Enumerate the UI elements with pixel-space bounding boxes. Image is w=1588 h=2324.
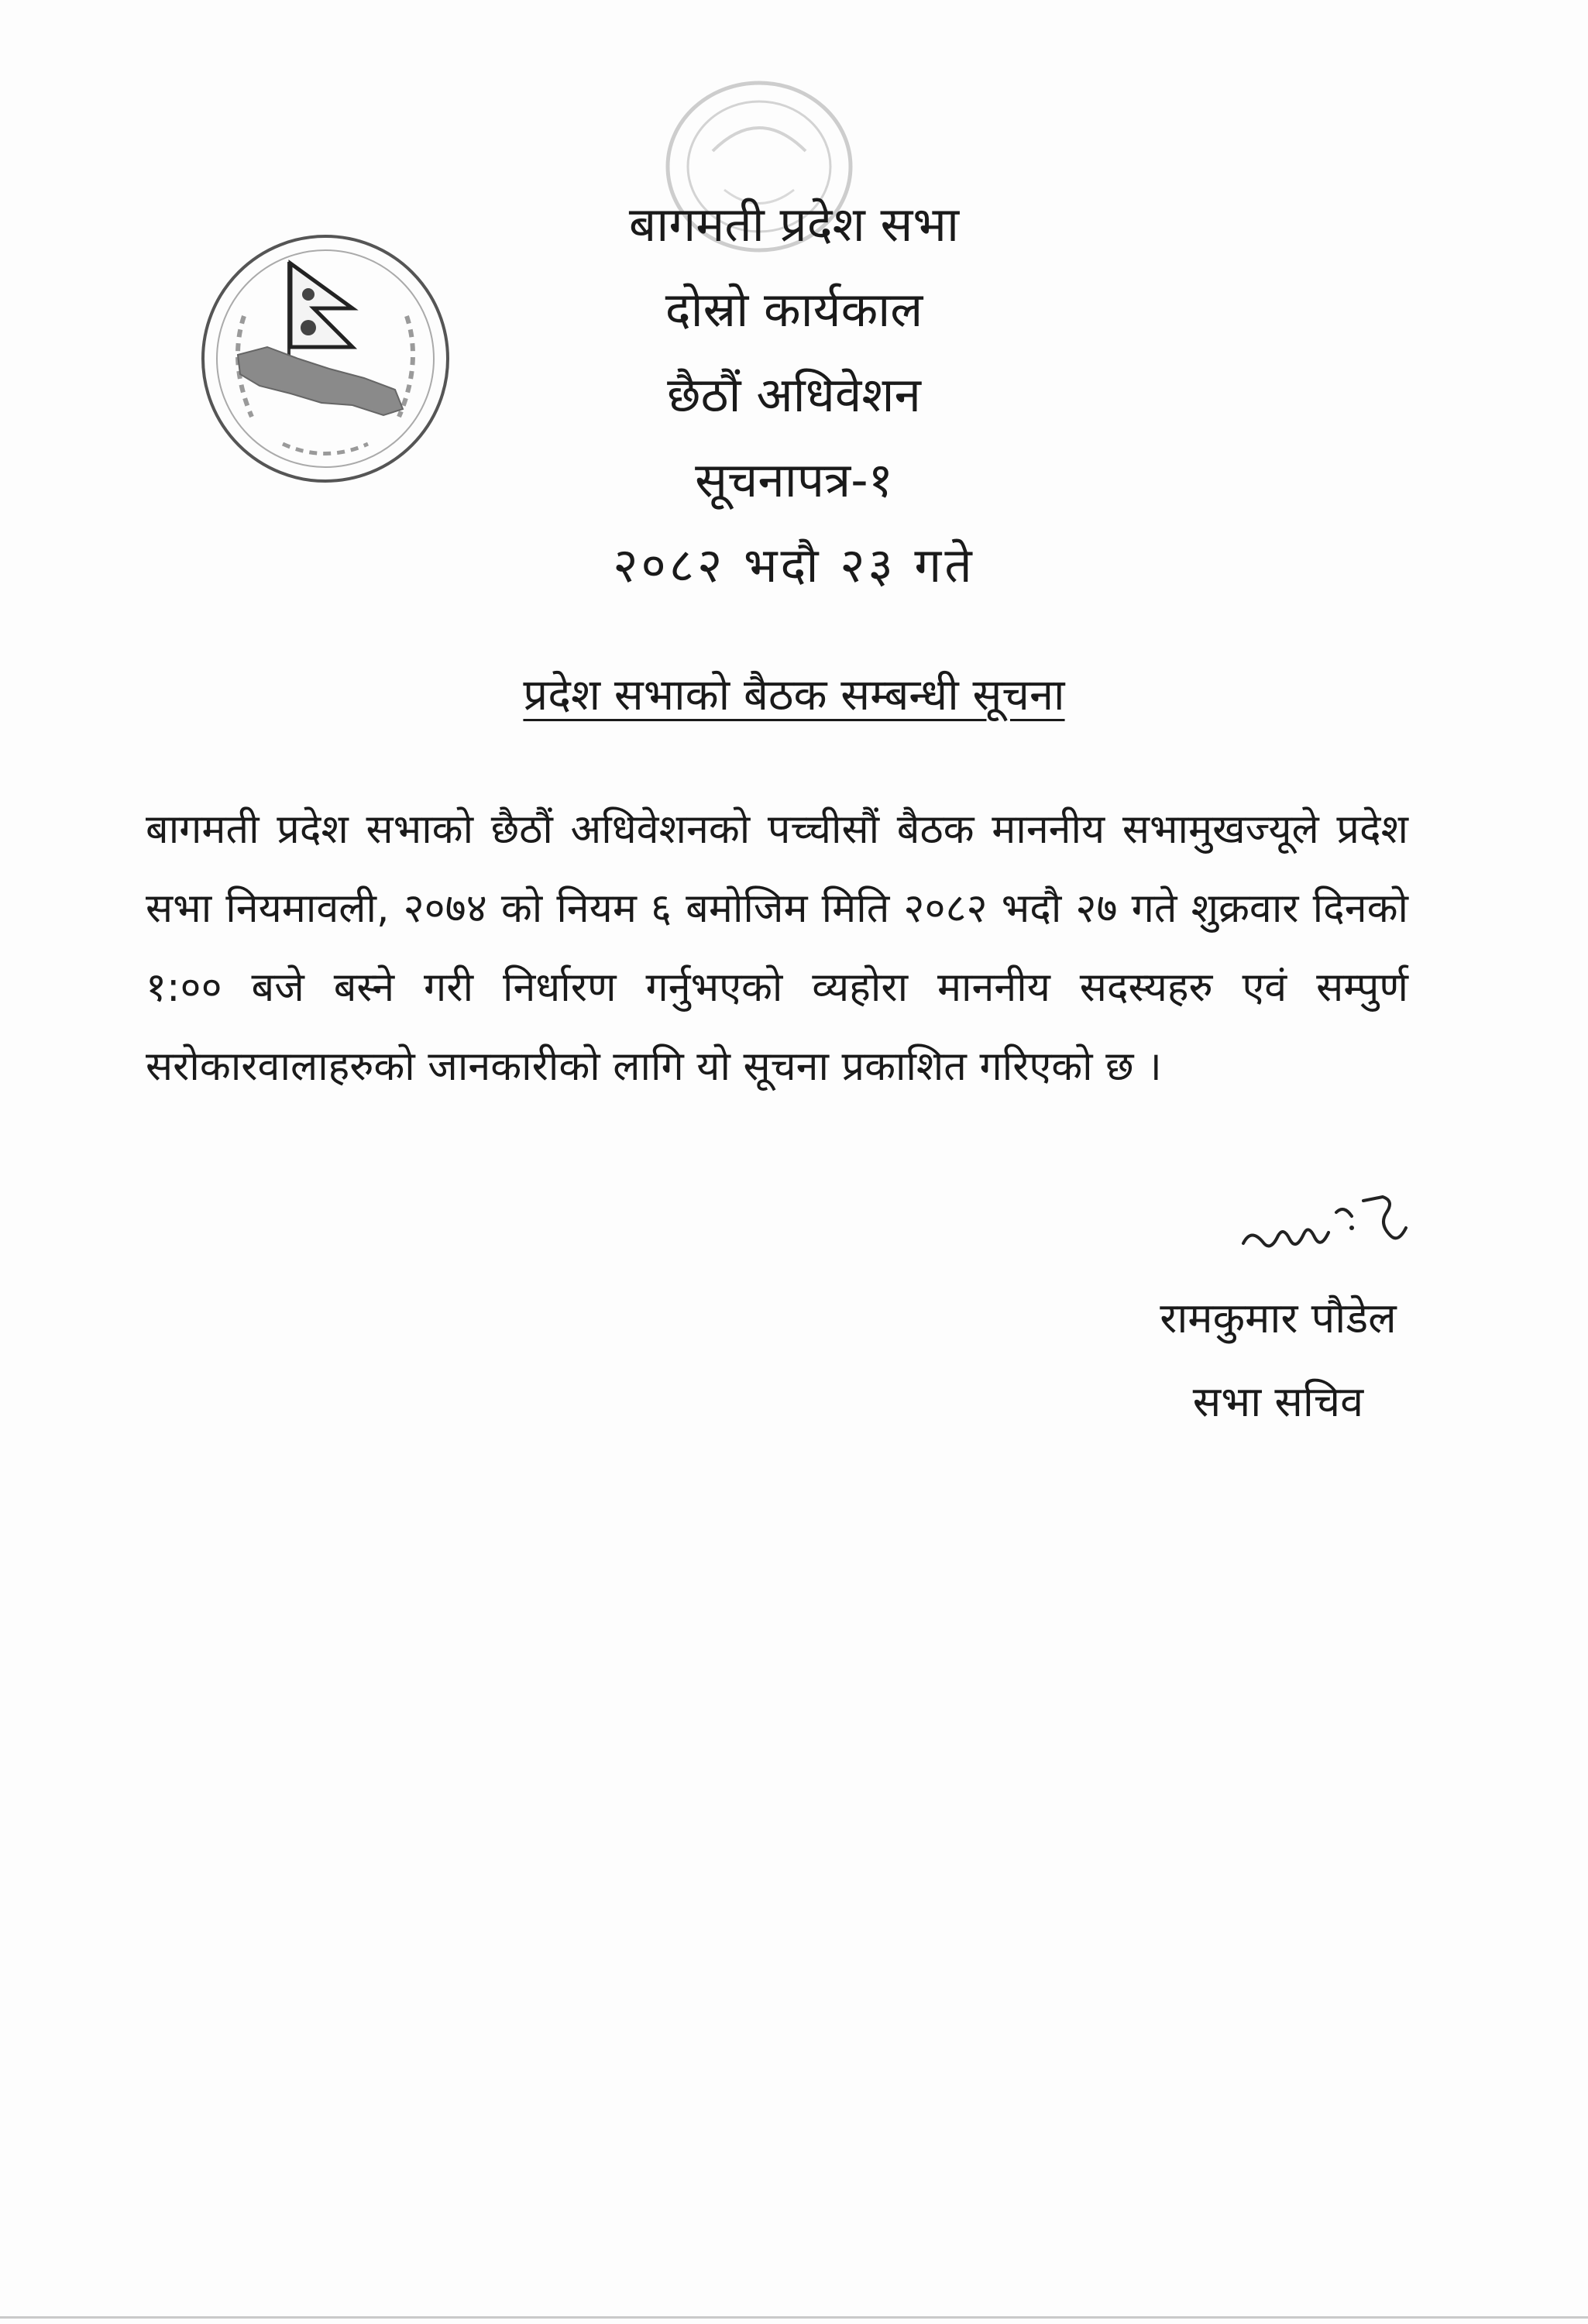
session-label: छैठौं अधिवेशन [667,366,921,423]
subject-text: प्रदेश सभाको बैठक सम्बन्धी सूचना [523,670,1065,720]
signatory-name: रामकुमार पौडेल [1160,1294,1397,1342]
notice-number: सूचनापत्र-१ [695,452,893,508]
assembly-name: बागमती प्रदेश सभा [628,196,960,253]
notice-header [465,182,1123,608]
notice-body: बागमती प्रदेश सभाको छैठौं अधिवेशनको पच्चीसौं बैठक माननीय सभामुखज्यूले प्रदेश सभा नियमावली, २०७४ को नियम ६ बमोजिम मिति २०८२ भदौ २७ गते शुक्रवार दिनको १:०० बजे बस्ने गरी निर्धारण गर्नुभएको व्यहोरा माननीय सदस्यहरु एवं सम्पुर्ण सरोकारवालाहरुको जानकारीको लागि यो सूचना प्रकाशित गरिएको छ । [146,806,1408,1090]
scan-edge-divider [0,2316,1588,2319]
assembly-emblem-icon [198,231,453,486]
notice-subject [232,665,1356,727]
signatory-block [1108,1277,1449,1444]
signature-icon [1228,1181,1414,1267]
term-label: दोस्रो कार्यकाल [665,281,923,338]
signatory-title: सभा सचिव [1192,1377,1364,1426]
notice-date: २०८२ भदौ २३ गते [613,537,975,593]
